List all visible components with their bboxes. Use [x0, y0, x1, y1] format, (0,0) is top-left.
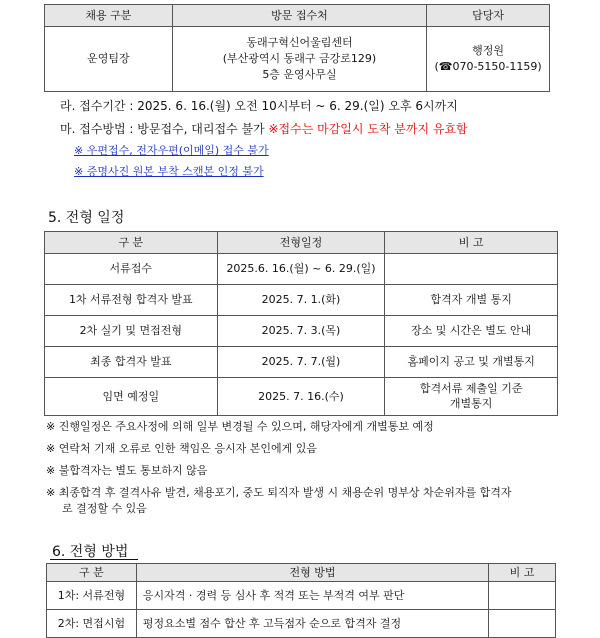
cell-stage: 2차 실기 및 면접전형: [45, 316, 218, 347]
table-row: [47, 610, 556, 638]
schedule-table: [44, 231, 558, 416]
apply-method-warning: ※접수는 마감일시 도착 분까지 유효함: [268, 122, 468, 136]
method-table-header: [47, 564, 556, 582]
schedule-table-header: [45, 232, 558, 254]
contact-line: 행정원: [472, 44, 505, 58]
cell-note: [385, 254, 558, 285]
method-heading: 6. 전형 방법: [52, 544, 129, 560]
cell-stage: 2차: 면접시험: [47, 610, 137, 638]
cell-date: 2025. 7. 3.(목): [217, 316, 385, 347]
schedule-note: ※ 불합격자는 별도 통보하지 않음: [46, 464, 208, 477]
cell-note: 홈페이지 공고 및 개별통지: [385, 347, 558, 378]
cell-office: [172, 27, 426, 92]
header-category: 채용 구분: [45, 5, 173, 27]
cell-stage: 1차 서류전형 합격자 발표: [45, 285, 218, 316]
schedule-heading: 5. 전형 일정: [48, 210, 125, 226]
cell-note: 합격서류 제출일 기준 개별통지: [385, 378, 558, 416]
apply-note-postal: ※ 우편접수, 전자우편(이메일) 접수 불가: [74, 144, 269, 157]
apply-note-photo: ※ 증명사진 원본 부착 스캔본 인정 불가: [74, 165, 264, 178]
cell-date: 2025. 7. 16.(수): [217, 378, 385, 416]
method-heading-underline: [50, 559, 138, 560]
schedule-note: ※ 진행일정은 주요사정에 의해 일부 변경될 수 있으며, 해당자에게 개별통보 예정: [46, 420, 434, 433]
header-stage: 구 분: [47, 564, 137, 582]
contact-table: [44, 4, 550, 92]
cell-note: [489, 582, 556, 610]
cell-stage: 최종 합격자 발표: [45, 347, 218, 378]
apply-method: [60, 120, 468, 137]
apply-period: 라. 접수기간 : 2025. 6. 16.(월) 오전 10시부터 ~ 6. 29.(일) 오후 6시까지: [60, 99, 458, 113]
table-row: [47, 582, 556, 610]
header-stage: 구 분: [45, 232, 218, 254]
cell-stage: 1차: 서류전형: [47, 582, 137, 610]
cell-date: 2025. 7. 7.(월): [217, 347, 385, 378]
cell-date: 2025. 7. 1.(화): [217, 285, 385, 316]
contact-line: (☎070-5150-1159): [434, 60, 542, 73]
header-date: 전형일정: [217, 232, 385, 254]
office-line: (부산광역시 동래구 금강로129): [222, 52, 377, 66]
cell-stage: 서류접수: [45, 254, 218, 285]
header-note: 비 고: [385, 232, 558, 254]
office-line: 동래구혁신어울림센터: [246, 36, 353, 50]
table-row: [45, 285, 558, 316]
cell-note: [489, 610, 556, 638]
cell-method: 응시자격 · 경력 등 심사 후 적격 또는 부적격 여부 판단: [136, 582, 488, 610]
schedule-note: ※ 연락처 기재 오류로 인한 책임은 응시자 본인에게 있음: [46, 442, 317, 455]
cell-category: 운영팀장: [45, 27, 173, 92]
table-row: [45, 27, 550, 92]
cell-note: 장소 및 시간은 별도 안내: [385, 316, 558, 347]
header-note: 비 고: [489, 564, 556, 582]
header-contact: 담당자: [427, 5, 550, 27]
cell-stage: 임면 예정일: [45, 378, 218, 416]
header-office: 방문 접수처: [172, 5, 426, 27]
contact-table-header: [45, 5, 550, 27]
method-table: [46, 563, 556, 638]
header-method: 전형 방법: [136, 564, 488, 582]
table-row: [45, 254, 558, 285]
cell-method: 평정요소별 점수 합산 후 고득점자 순으로 합격자 결정: [136, 610, 488, 638]
schedule-note: ※ 최종합격 후 결격사유 발견, 채용포기, 중도 퇴직자 발생 시 채용순위 명부상 차순위자를 합격자: [46, 486, 512, 499]
table-row: [45, 347, 558, 378]
cell-contact: [427, 27, 550, 92]
table-row: [45, 316, 558, 347]
cell-date: 2025.6. 16.(월) ~ 6. 29.(일): [217, 254, 385, 285]
cell-note: 합격자 개별 통지: [385, 285, 558, 316]
schedule-note-continued: 로 결정할 수 있음: [62, 502, 147, 515]
apply-method-text: 마. 접수방법 : 방문접수, 대리접수 불가: [60, 122, 269, 136]
table-row: [45, 378, 558, 416]
office-line: 5층 운영사무실: [262, 67, 337, 81]
